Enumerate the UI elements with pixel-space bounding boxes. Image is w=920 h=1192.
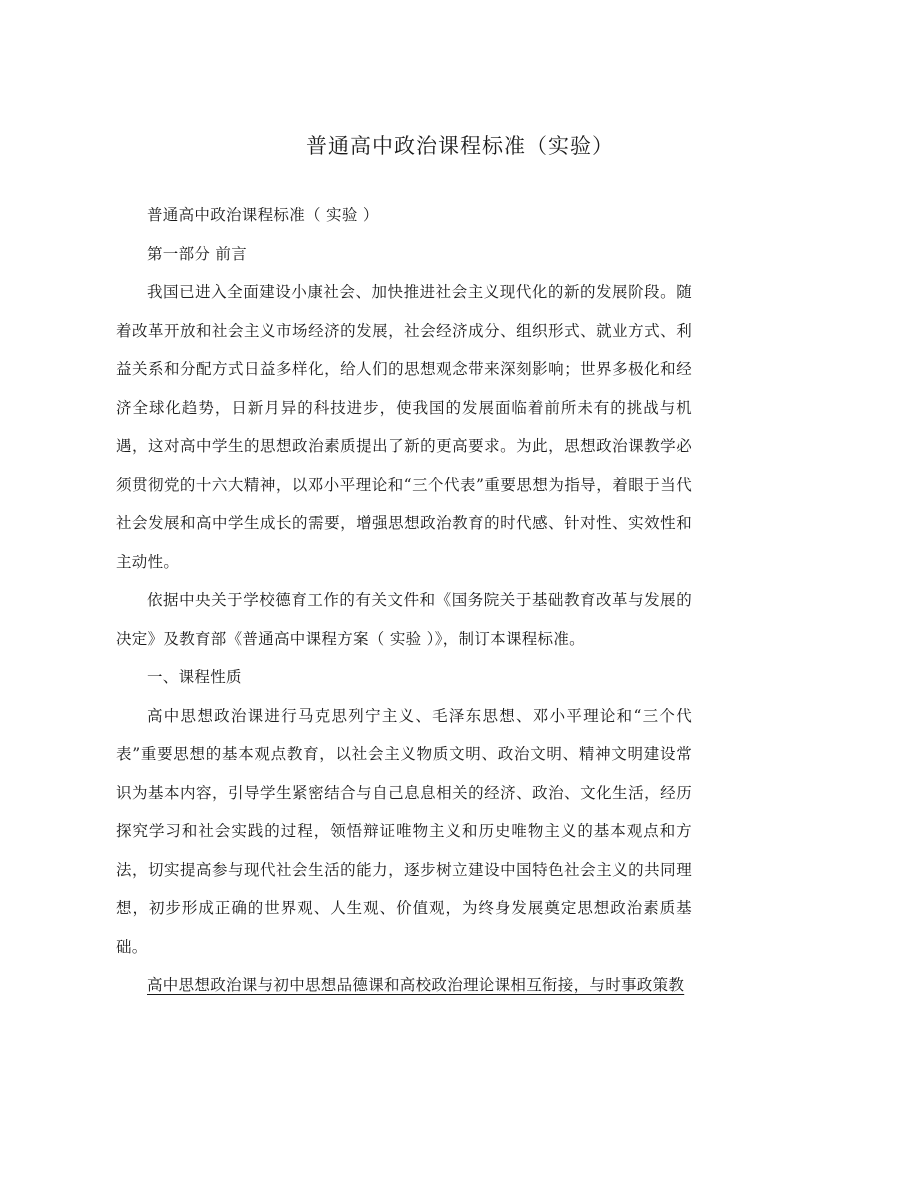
document-body [116, 196, 692, 1005]
paragraph-basis: 依据中央关于学校德育工作的有关文件和《国务院关于基础教育改革与发展的决定》及教育部《普通高中课程方案（ 实验 ）》，制订本课程标准。 [116, 591, 692, 648]
subtitle-paragraph: 普通高中政治课程标准（ 实验 ） [147, 206, 379, 224]
paragraph-course-nature: 高中思想政治课进行马克思列宁主义、毛泽东思想、邓小平理论和“三个代表”重要思想的基本观点教育，以社会主义物质文明、政治文明、精神文明建设常识为基本内容，引导学生紧密结合与自己息息相关的经济、政治、文化生活，经历探究学习和社会实践的过程，领悟辩证唯物主义和历史唯物主义的基本观点和方法，切实提高参与现代社会生活的能力，逐步树立建设中国特色社会主义的共同理想，初步形成正确的世界观、人生观、价值观，为终身发展奠定思想政治素质基础。 [116, 706, 692, 956]
section-heading-preface: 第一部分 前言 [147, 244, 248, 263]
paragraph-course-connection: 高中思想政治课与初中思想品德课和高校政治理论课相互衔接，与时事政策教 [147, 976, 685, 994]
document-title: 普通高中政治课程标准（实验） [306, 134, 614, 158]
section-heading-nature: 一、课程性质 [147, 668, 242, 686]
paragraph-background: 我国已进入全面建设小康社会、加快推进社会主义现代化的新的发展阶段。随着改革开放和社会主义市场经济的发展，社会经济成分、组织形式、就业方式、利益关系和分配方式日益多样化，给人们的思想观念带来深刻影响；世界多极化和经济全球化趋势，日新月异的科技进步，使我国的发展面临着前所未有的挑战与机遇，这对高中学生的思想政治素质提出了新的更高要求。为此，思想政治课教学必须贯彻党的十六大精神，以邓小平理论和“三个代表”重要思想为指导，着眼于当代社会发展和高中学生成长的需要，增强思想政治教育的时代感、针对性、实效性和主动性。 [116, 283, 692, 571]
